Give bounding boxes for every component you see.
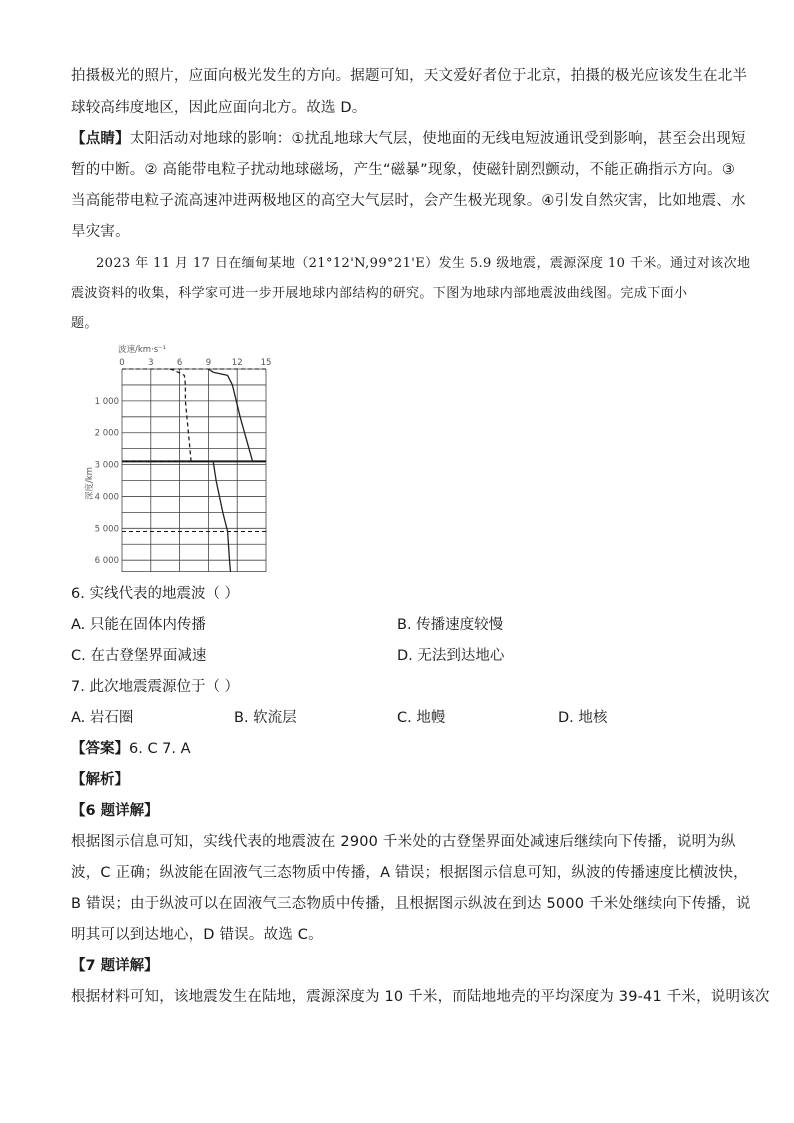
- x-tick-label-3: 9: [205, 358, 212, 368]
- answer-tag: 【答案】: [71, 741, 129, 757]
- comment-line2: 暂的中断。② 高能带电粒子扰动地球磁场，产生“磁暴”现象，使磁针剧烈颤动，不能正确指示方向。③: [71, 162, 736, 178]
- q6-option-d[interactable]: D. 无法到达地心: [397, 648, 505, 664]
- seismic-wave-svg: [80, 340, 280, 572]
- para1-line1: 拍摄极光的照片，应面向极光发生的方向。据题可知，天文爱好者位于北京，拍摄的极光应该发生在北半: [71, 68, 748, 84]
- x-tick-label-1: 3: [148, 358, 154, 368]
- y-tick-labels: [95, 397, 119, 566]
- chart-series: [122, 369, 253, 572]
- q7-stem: 7. 此次地震震源位于（ ）: [71, 679, 240, 695]
- q7-option-c[interactable]: C. 地幔: [397, 710, 446, 726]
- q6-detail-line1: 根据图示信息可知，实线代表的地震波在 2900 千米处的古登堡界面处减速后继续向下传播，说明为纵: [71, 834, 736, 850]
- comment-line1: [71, 129, 746, 149]
- x-tick-label-2: 6: [176, 358, 183, 368]
- q7-detail-tag: 【7 题详解】: [71, 958, 159, 974]
- q6-stem: 6. 实线代表的地震波（ ）: [71, 586, 240, 602]
- q6-option-b[interactable]: B. 传播速度较慢: [397, 617, 504, 633]
- comment-tag: 【点睛】: [71, 131, 130, 147]
- answer-line: [71, 739, 191, 759]
- para1-line2: 球较高纬度地区，因此应面向北方。故选 D。: [71, 100, 367, 116]
- q7-option-a[interactable]: A. 岩石圈: [71, 710, 134, 726]
- q6-option-c[interactable]: C. 在古登堡界面减速: [71, 648, 207, 664]
- intro-line3: 题。: [71, 316, 98, 331]
- intro-line2: 震波资料的收集，科学家可进一步开展地球内部结构的研究。下图为地球内部地震波曲线图。完成下面小: [71, 286, 688, 301]
- y-tick-label-1: 2 000: [94, 428, 119, 439]
- speed-axis-label: 波速/km·s⁻¹: [118, 345, 167, 355]
- depth-axis-label: 深度/km: [85, 466, 95, 500]
- x-tick-label-5: 15: [260, 358, 272, 368]
- y-tick-label-4: 5 000: [94, 524, 119, 535]
- q7-option-d[interactable]: D. 地核: [558, 710, 608, 726]
- q6-detail-line4: 明其可以到达地心，D 错误。故选 C。: [71, 927, 323, 943]
- analysis-tag: 【解析】: [71, 772, 129, 788]
- x-tick-label-4: 12: [231, 358, 243, 368]
- comment-line4: 旱灾害。: [71, 224, 130, 240]
- y-tick-label-0: 1 000: [94, 396, 119, 407]
- intro-line1: 2023 年 11 月 17 日在缅甸某地（21°12'N,99°21'E）发生 5.9 级地震，震源深度 10 千米。通过对该次地: [96, 256, 751, 271]
- x-tick-label-0: 0: [119, 358, 125, 368]
- q7-option-b[interactable]: B. 软流层: [234, 710, 297, 726]
- q6-detail-tag: 【6 题详解】: [71, 803, 159, 819]
- dashed-wave-curve: [122, 369, 191, 461]
- q6-detail-line3: B 错误；由于纵波可以在固液气三态物质中传播，且根据图示纵波在到达 5000 千米处继续向下传播，说: [71, 896, 751, 912]
- y-tick-label-5: 6 000: [94, 556, 119, 567]
- q7-detail-line1: 根据材料可知，该地震发生在陆地，震源深度为 10 千米，而陆地地壳的平均深度为 39-41 千米，说明该次: [71, 989, 770, 1005]
- y-tick-label-3: 4 000: [94, 492, 119, 503]
- solid-wave-curve: [208, 369, 252, 572]
- y-tick-label-2: 3 000: [94, 460, 119, 471]
- comment-line3: 当高能带电粒子流高速冲进两极地区的高空大气层时，会产生极光现象。④引发自然灾害，比如地震、水: [71, 193, 746, 209]
- chart-grid: [122, 369, 266, 572]
- comment-text-1: 太阳活动对地球的影响：①扰乱地球大气层，使地面的无线电短波通讯受到影响，甚至会出现短: [129, 131, 746, 147]
- q6-detail-line2: 波，C 正确；纵波能在固液气三态物质中传播，A 错误；根据图示信息可知，纵波的传播速度比横波快，: [71, 865, 748, 881]
- q6-option-a[interactable]: A. 只能在固体内传播: [71, 617, 206, 633]
- seismic-wave-chart: [80, 340, 280, 572]
- answer-text: 6. C 7. A: [129, 741, 191, 757]
- x-tick-labels: [119, 358, 271, 368]
